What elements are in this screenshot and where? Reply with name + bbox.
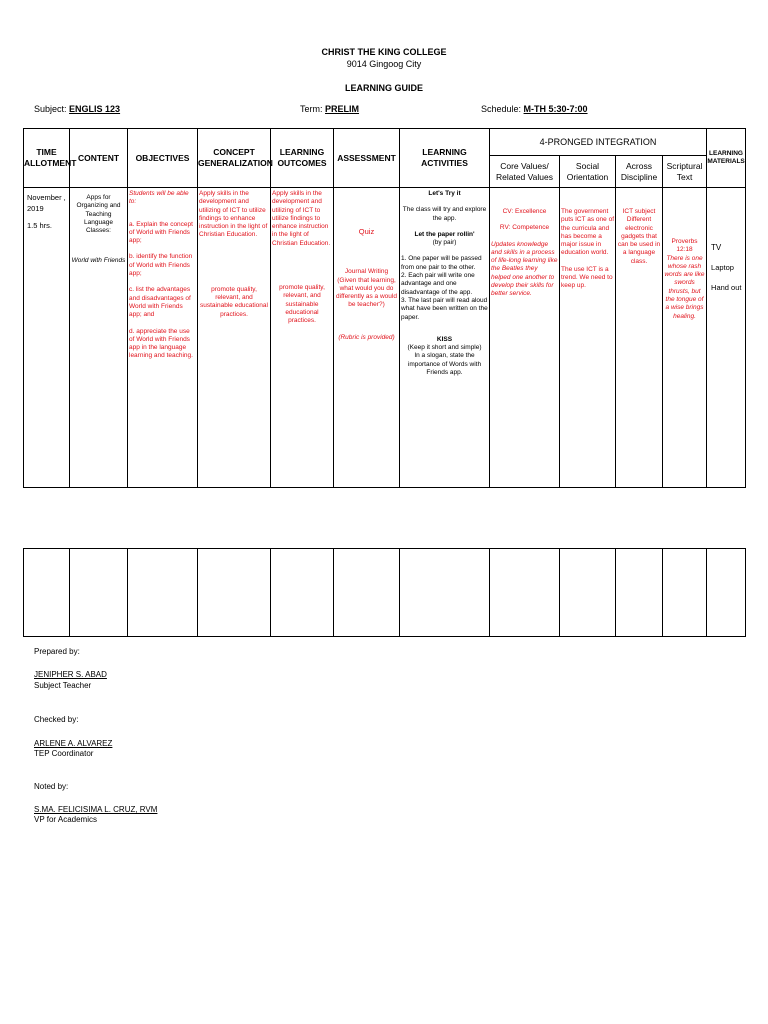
empty-cell xyxy=(198,549,271,637)
scriptural-text: There is one whose rash words are like swords thrusts, but the tongue of a wise brings healing. xyxy=(664,254,705,320)
concept-main: Apply skills in the development and utilizing of ICT to utilize findings to enhance instruction in the light of Christian Education. xyxy=(199,190,268,239)
header-activities: LEARNING ACTIVITIES xyxy=(400,129,490,188)
empty-cell xyxy=(24,549,70,637)
time-hours: 1.5 hrs. xyxy=(27,221,53,230)
activities-cell xyxy=(400,188,490,488)
prepared-role: Subject Teacher xyxy=(34,681,92,690)
empty-cell xyxy=(70,549,128,637)
material-tv: TV xyxy=(711,243,722,252)
objective-b: b. identify the function of World with Friends app; xyxy=(129,253,193,278)
activity-step-1: 1. One paper will be passed from one pair to the other. xyxy=(401,255,482,271)
empty-table-row xyxy=(24,549,746,637)
term-label: Term: xyxy=(300,104,323,114)
concept-cell xyxy=(198,188,271,488)
school-city: 9014 Gingoog City xyxy=(346,59,422,69)
header-assessment: ASSESSMENT xyxy=(334,129,400,188)
outcomes-sub: promote quality, relevant, and sustainable educational practices. xyxy=(279,284,325,325)
social-text-2: The use ICT is a trend. We need to keep up. xyxy=(561,265,613,290)
activity-kiss-desc: In a slogan, state the importance of Words with Friends app. xyxy=(407,352,482,377)
time-cell xyxy=(24,188,70,488)
objective-c: c. list the advantages and disadvantages of World with Friends app; and xyxy=(129,286,191,319)
assessment-journal-question: (Given that learning, what would you do differently as a would be teacher?) xyxy=(336,276,397,309)
assessment-journal: Journal Writing xyxy=(344,268,389,276)
assessment-rubric: (Rubric is provided) xyxy=(338,333,395,341)
header-integration: 4-PRONGED INTEGRATION xyxy=(490,129,707,156)
header-materials: LEARNING MATERIALS xyxy=(707,129,746,188)
content-cell xyxy=(70,188,128,488)
checked-role: TEP Coordinator xyxy=(34,749,94,758)
subject-value: ENGLIS 123 xyxy=(69,104,121,114)
across-cell xyxy=(616,188,663,488)
noted-name: S.MA. FELICISIMA L. CRUZ, RVM xyxy=(34,805,158,814)
table-header-row xyxy=(24,129,746,156)
empty-table xyxy=(23,548,746,637)
materials-cell xyxy=(707,188,746,488)
prepared-label: Prepared by: xyxy=(34,647,80,656)
empty-cell xyxy=(560,549,616,637)
content-main: Apps for Organizing and Teaching Language Classes: xyxy=(76,194,121,235)
core-cv: CV: Excellence xyxy=(502,208,547,215)
header-outcomes: LEARNING OUTCOMES xyxy=(271,129,334,188)
header-core-values: Core Values/ Related Values xyxy=(490,156,560,188)
header-concept: CONCEPT GENERALIZATION xyxy=(198,129,271,188)
activity-try-title: Let's Try it xyxy=(428,190,461,197)
checked-name: ARLENE A. ALVAREZ xyxy=(34,739,113,748)
empty-cell xyxy=(400,549,490,637)
term-value: PRELIM xyxy=(325,104,360,114)
term-field xyxy=(300,104,359,114)
header-objectives: OBJECTIVES xyxy=(128,129,198,188)
empty-cell xyxy=(707,549,746,637)
assessment-quiz: Quiz xyxy=(358,227,375,236)
scriptural-cell xyxy=(663,188,707,488)
subject-field xyxy=(34,104,120,114)
prepared-name: JENIPHER S. ABAD xyxy=(34,670,107,679)
concept-sub: promote quality, relevant, and sustainable educational practices. xyxy=(200,285,268,318)
activity-step-2: 2. Each pair will write one advantage and one disadvantage of the app. xyxy=(401,272,475,296)
outcomes-main: Apply skills in the development and utilizing of ICT to utilize findings to enhance instruction in the light of Christian Education. xyxy=(272,190,331,247)
scriptural-ref: Proverbs 12:18 xyxy=(671,238,698,254)
across-text: ICT subject Different electronic gadgets that can be used in a language class. xyxy=(617,208,661,265)
header-scriptural: Scriptural Text xyxy=(663,156,707,188)
time-date: November , 2019 xyxy=(27,193,66,213)
learning-guide-table xyxy=(23,128,746,488)
noted-label: Noted by: xyxy=(34,782,69,791)
content-sub: World with Friends xyxy=(71,257,126,265)
assessment-cell xyxy=(334,188,400,488)
subject-label: Subject: xyxy=(34,104,67,114)
objectives-intro: Students will be able to: xyxy=(129,190,189,206)
activity-kiss-sub: (Keep it short and simple) xyxy=(407,344,482,352)
table-row xyxy=(24,188,746,488)
core-values-cell xyxy=(490,188,560,488)
header-across: Across Discipline xyxy=(616,156,663,188)
empty-cell xyxy=(128,549,198,637)
material-laptop: Laptop xyxy=(711,263,734,272)
empty-cell xyxy=(490,549,560,637)
header-social: Social Orientation xyxy=(560,156,616,188)
core-desc: Updates knowledge and skills in a process of life-long learning like the Beatles they helped one another to develop their skills for better service. xyxy=(491,240,558,298)
activity-paper-title: Let the paper rollin' xyxy=(414,230,475,238)
document-title: LEARNING GUIDE xyxy=(344,83,423,93)
activity-step-3: 3. The last pair will read aloud what have been written on the paper. xyxy=(401,296,488,321)
schedule-label: Schedule: xyxy=(481,104,522,114)
activity-try-desc: The class will try and explore the app. xyxy=(402,206,487,222)
noted-role: VP for Academics xyxy=(34,815,97,824)
core-rv: RV: Competence xyxy=(499,224,550,232)
objective-a: a. Explain the concept of World with Friends app; xyxy=(129,220,193,245)
material-handout: Hand out xyxy=(711,283,742,292)
schedule-value: M-TH 5:30-7:00 xyxy=(523,104,588,114)
outcomes-cell xyxy=(271,188,334,488)
activity-pair: (by pair) xyxy=(432,239,457,247)
empty-cell xyxy=(616,549,663,637)
empty-cell xyxy=(334,549,400,637)
objective-d: d. appreciate the use of World with Friends app in the language learning and teaching. xyxy=(129,327,193,360)
header-time: TIME ALLOTMENT xyxy=(24,129,70,188)
header-content: CONTENT xyxy=(70,129,128,188)
checked-label: Checked by: xyxy=(34,715,79,724)
activity-kiss-title: KISS xyxy=(436,335,453,343)
social-cell xyxy=(560,188,616,488)
empty-cell xyxy=(271,549,334,637)
objectives-cell xyxy=(128,188,198,488)
social-text-1: The government puts ICT as one of the curricula and has become a major issue in education world. xyxy=(561,208,614,257)
empty-cell xyxy=(663,549,707,637)
schedule-field xyxy=(481,104,588,114)
school-name: CHRIST THE KING COLLEGE xyxy=(321,47,447,57)
